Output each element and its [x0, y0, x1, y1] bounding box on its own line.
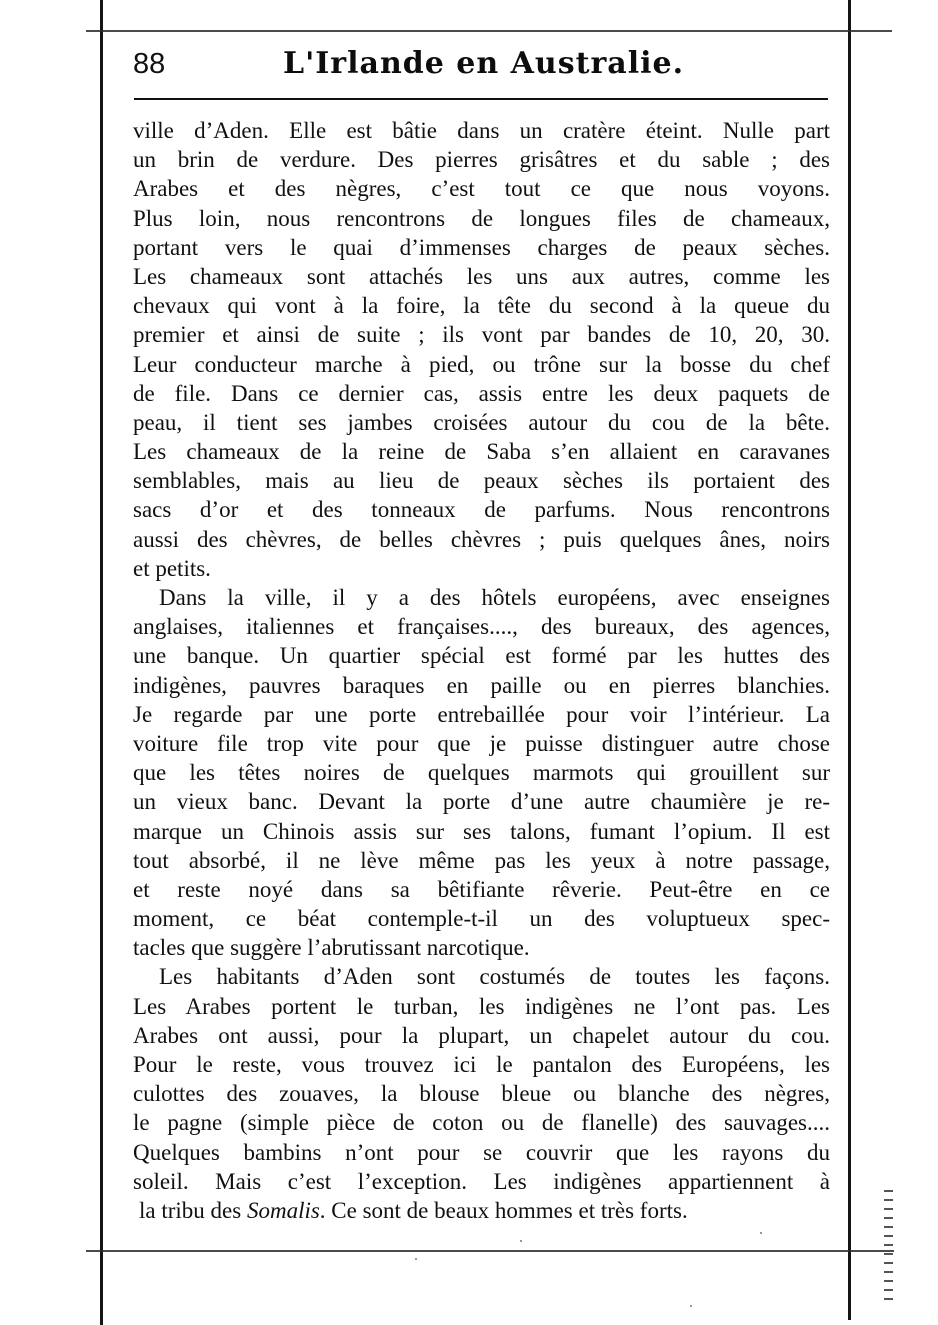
text-line: une banque. Un quartier spécial est formé par les huttes des: [133, 643, 830, 669]
text-line: portant vers le quai d’immenses charges de peaux sèches.: [133, 234, 830, 260]
text-line: culottes des zouaves, la blouse bleue ou blanche des nègres,: [133, 1081, 830, 1107]
edge-mark: [884, 1244, 893, 1246]
text-line: et reste noyé dans sa bêtifiante rêverie. Peut-être en ce: [133, 876, 830, 902]
scan-speck: [760, 1232, 762, 1234]
edge-mark: [884, 1280, 893, 1282]
text-line: Plus loin, nous rencontrons de longues files de chameaux,: [133, 205, 830, 231]
text-line: semblables, mais au lieu de peaux sèches ils portaient des: [133, 468, 830, 494]
running-title: L'Irlande en Australie.: [283, 46, 685, 81]
edge-mark: [884, 1253, 893, 1255]
italic-word-somalis: Somalis: [246, 1197, 320, 1223]
scan-speck: [690, 1305, 692, 1307]
page-number: 88: [133, 48, 166, 80]
edge-mark: [884, 1271, 893, 1273]
text-line: que les têtes noires de quelques marmots qui grouillent sur: [133, 760, 830, 786]
text-line: tout absorbé, il ne lève même pas les yeux à notre passage,: [133, 847, 830, 873]
page-frame-right-line: [848, 0, 851, 1320]
page-header: [133, 44, 828, 92]
page-frame-bottom-line: [86, 1250, 894, 1252]
scan-speck: [520, 1240, 522, 1242]
edge-mark: [884, 1226, 893, 1228]
text-line: et petits.: [133, 555, 211, 581]
text-line: un vieux banc. Devant la porte d’une autre chaumière je re-: [133, 789, 830, 815]
text-line: Leur conducteur marche à pied, ou trône sur la bosse du chef: [133, 351, 830, 377]
text-line: premier et ainsi de suite ; ils vont par bandes de 10, 20, 30.: [133, 322, 830, 348]
body-text: [133, 116, 830, 1225]
text-line: Quelques bambins n’ont pour se couvrir que les rayons du: [133, 1139, 830, 1165]
scan-speck: [415, 1258, 417, 1260]
edge-mark: [884, 1217, 893, 1219]
text-line: anglaises, italiennes et françaises...., des bureaux, des agences,: [133, 614, 830, 640]
text-line: Les Arabes portent le turban, les indigènes ne l’ont pas. Les: [133, 993, 830, 1019]
edge-mark: [884, 1190, 893, 1192]
text-line: soleil. Mais c’est l’exception. Les indigènes appartiennent à: [133, 1168, 830, 1194]
text-line: le pagne (simple pièce de coton ou de flanelle) des sauvages....: [133, 1110, 830, 1136]
edge-mark: [884, 1208, 893, 1210]
text-line: peau, il tient ses jambes croisées autour du cou de la bête.: [133, 409, 830, 435]
edge-mark: [884, 1262, 893, 1264]
text-line: sacs d’or et des tonneaux de parfums. Nous rencontrons: [133, 497, 830, 523]
page-frame-left-line: [100, 0, 103, 1325]
edge-mark: [884, 1235, 893, 1237]
text-line: ville d’Aden. Elle est bâtie dans un cratère éteint. Nulle part: [133, 118, 830, 143]
edge-mark: [884, 1289, 893, 1291]
final-line-prefix: la tribu des: [139, 1197, 247, 1223]
text-line: aussi des chèvres, de belles chèvres ; puis quelques ânes, noirs: [133, 526, 830, 552]
text-line: chevaux qui vont à la foire, la tête du second à la queue du: [133, 293, 830, 319]
edge-mark: [884, 1298, 893, 1300]
paragraph-first-line: Les habitants d’Aden sont costumés de toutes les façons.: [159, 964, 830, 990]
text-line: marque un Chinois assis sur ses talons, fumant l’opium. Il est: [133, 818, 830, 844]
text-line: indigènes, pauvres baraques en paille ou en pierres blanchies.: [133, 672, 830, 698]
header-rule: [134, 98, 828, 100]
paragraph-first-line: Dans la ville, il y a des hôtels européens, avec enseignes: [159, 585, 830, 610]
scan-edge-marks: [884, 1190, 894, 1307]
text-line: Pour le reste, vous trouvez ici le pantalon des Européens, les: [133, 1052, 830, 1077]
text-line-final: [133, 1196, 830, 1225]
text-line: tacles que suggère l’abrutissant narcotique.: [133, 935, 530, 961]
text-line: Arabes et des nègres, c’est tout ce que nous voyons.: [133, 176, 830, 202]
text-line: Les chameaux de la reine de Saba s’en allaient en caravanes: [133, 439, 830, 465]
final-line-suffix: . Ce sont de beaux hommes et très forts.: [319, 1197, 688, 1223]
text-line: voiture file trop vite pour que je puisse distinguer autre chose: [133, 730, 830, 756]
text-line: Les chameaux sont attachés les uns aux autres, comme les: [133, 263, 830, 289]
text-line: de file. Dans ce dernier cas, assis entre les deux paquets de: [133, 380, 830, 406]
page-frame-top-line: [86, 30, 892, 32]
text-line: Arabes ont aussi, pour la plupart, un chapelet autour du cou.: [133, 1022, 830, 1048]
text-line: Je regarde par une porte entrebaillée pour voir l’intérieur. La: [133, 701, 830, 727]
edge-mark: [884, 1199, 893, 1201]
text-line: un brin de verdure. Des pierres grisâtres et du sable ; des: [133, 147, 830, 173]
text-line: moment, ce béat contemple-t-il un des voluptueux spec-: [133, 906, 830, 932]
